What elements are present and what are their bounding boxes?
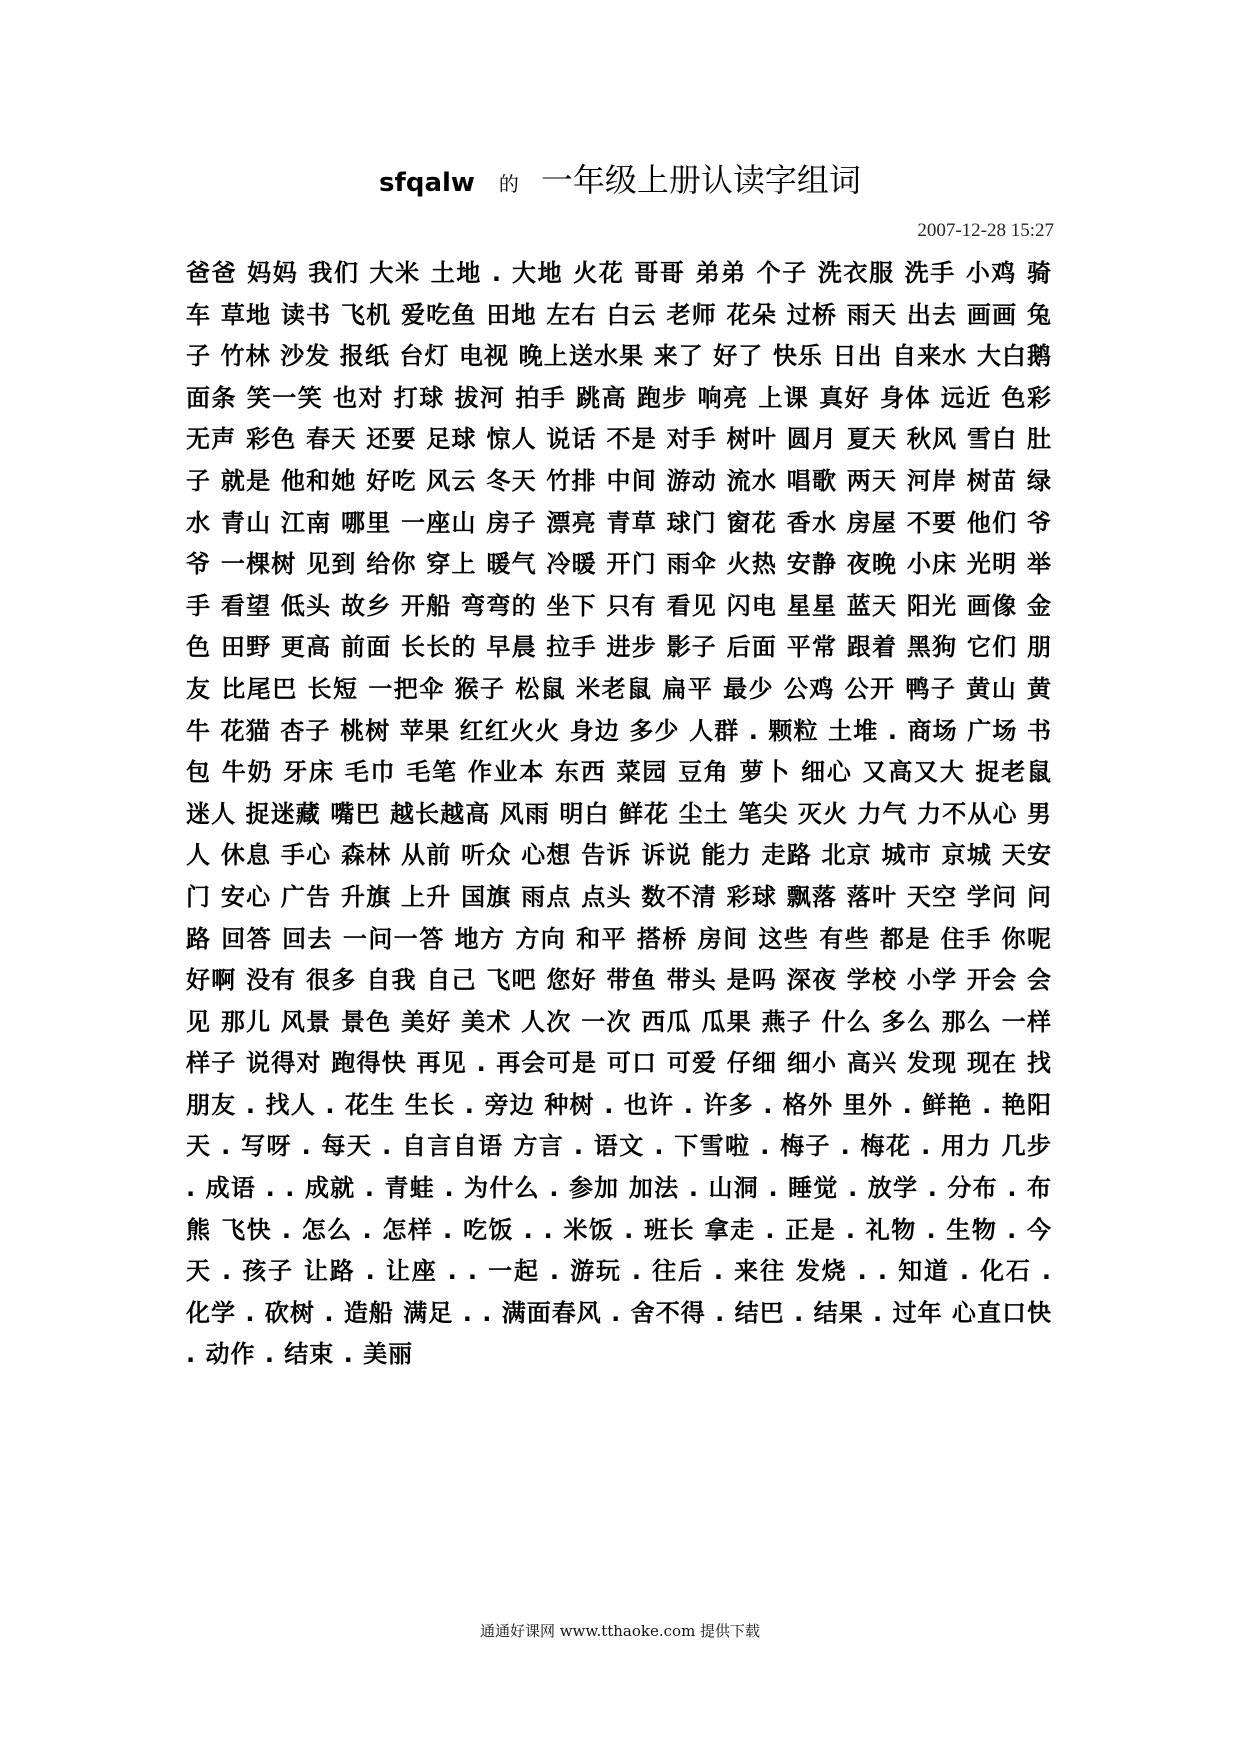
title-possessive: 的: [498, 172, 519, 196]
post-timestamp: 2007-12-28 15:27: [917, 220, 1054, 241]
author-name: sfqalw: [379, 168, 475, 198]
document-title: [0, 160, 1240, 204]
title-text: 一年级上册认读字组词: [540, 161, 861, 199]
word-list-body: 爸爸 妈妈 我们 大米 土地 . 大地 火花 哥哥 弟弟 个子 洗衣服 洗手 小鸡 骑车 草地 读书 飞机 爱吃鱼 田地 左右 白云 老师 花朵 过桥 雨天 出去 画画 兔子 竹林 沙发 报纸 台灯 电视 晚上送水果 来了 好了 快乐 日出 自来水 大白鹅 面条 笑一笑 也对 打球 拔河 拍手 跳高 跑步 响亮 上课 真好 身体 远近 色彩 无声 彩色 春天 还要 足球 惊人 说话 不是 对手 树叶 圆月 夏天 秋风 雪白 肚子 就是 他和她 好吃 风云 冬天 竹排 中间 游动 流水 唱歌 两天 河岸 树苗 绿水 青山 江南 哪里 一座山 房子 漂亮 青草 球门 窗花 香水 房屋 不要 他们 爷爷 一棵树 见到 给你 穿上 暖气 冷暖 开门 雨伞 火热 安静 夜晚 小床 光明 举手 看望 低头 故乡 开船 弯弯的 坐下 只有 看见 闪电 星星 蓝天 阳光 画像 金色 田野 更高 前面 长长的 早晨 拉手 进步 影子 后面 平常 跟着 黑狗 它们 朋友 比尾巴 长短 一把伞 猴子 松鼠 米老鼠 扁平 最少 公鸡 公开 鸭子 黄山 黄牛 花猫 杏子 桃树 苹果 红红火火 身边 多少 人群 . 颗粒 土堆 . 商场 广场 书包 牛奶 牙床 毛巾 毛笔 作业本 东西 菜园 豆角 萝卜 细心 又高又大 捉老鼠 迷人 捉迷藏 嘴巴 越长越高 风雨 明白 鲜花 尘土 笔尖 灭火 力气 力不从心 男人 休息 手心 森林 从前 听众 心想 告诉 诉说 能力 走路 北京 城市 京城 天安门 安心 广告 升旗 上升 国旗 雨点 点头 数不清 彩球 飘落 落叶 天空 学问 问路 回答 回去 一问一答 地方 方向 和平 搭桥 房间 这些 有些 都是 住手 你呢 好啊 没有 很多 自我 自己 飞吧 您好 带鱼 带头 是吗 深夜 学校 小学 开会 会见 那儿 风景 景色 美好 美术 人次 一次 西瓜 瓜果 燕子 什么 多么 那么 一样 样子 说得对 跑得快 再见 . 再会可是 可口 可爱 仔细 细小 高兴 发现 现在 找朋友 . 找人 . 花生 生长 . 旁边 种树 . 也许 . 许多 . 格外 里外 . 鲜艳 . 艳阳天 . 写呀 . 每天 . 自言自语 方言 . 语文 . 下雪啦 . 梅子 . 梅花 . 用力 几步 . 成语 . . 成就 . 青蛙 . 为什么 . 参加 加法 . 山洞 . 睡觉 . 放学 . 分布 . 布熊 飞快 . 怎么 . 怎样 . 吃饭 . . 米饭 . 班长 拿走 . 正是 . 礼物 . 生物 . 今天 . 孩子 让路 . 让座 . . 一起 . 游玩 . 往后 . 来往 发烧 . . 知道 . 化石 . 化学 . 砍树 . 造船 满足 . . 满面春风 . 舍不得 . 结巴 . 结果 . 过年 心直口快 . 动作 . 结束 . 美丽: [186, 259, 1052, 1369]
footer-credit: 通通好课网 www.tthaoke.com 提供下载: [479, 1622, 761, 1640]
